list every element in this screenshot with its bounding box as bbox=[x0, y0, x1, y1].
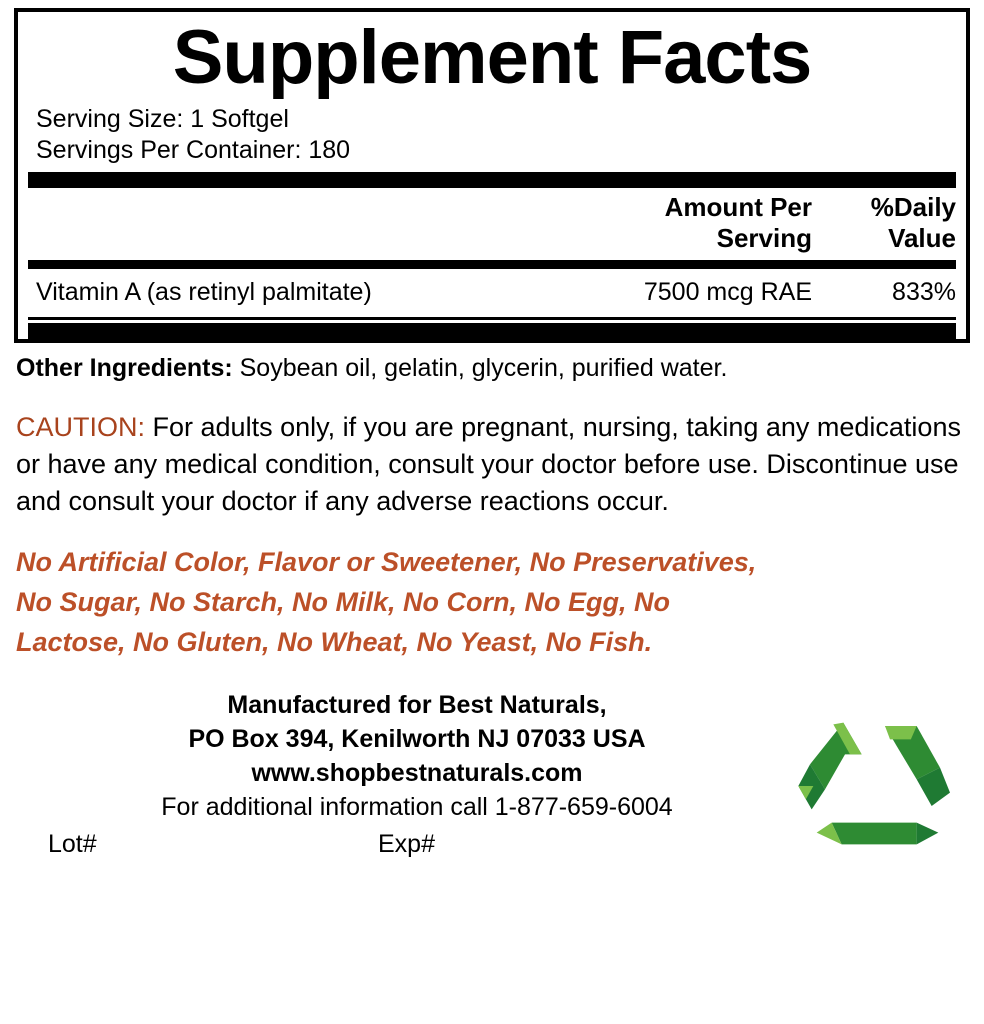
page-title: Supplement Facts bbox=[172, 15, 812, 100]
lot-label: Lot# bbox=[48, 830, 97, 858]
nutrient-daily-value: 833% bbox=[892, 278, 956, 306]
other-ingredients-label: Other Ingredients: bbox=[16, 354, 233, 382]
recycle-icon bbox=[790, 706, 960, 856]
column-header-dv-line2: Value bbox=[888, 223, 956, 253]
free-claims-line-2: No Sugar, No Starch, No Milk, No Corn, No Egg, No bbox=[16, 587, 671, 617]
serving-size: Serving Size: 1 Softgel bbox=[36, 105, 289, 133]
nutrient-amount: 7500 mcg RAE bbox=[643, 278, 812, 306]
column-header-dv-line1: %Daily bbox=[870, 192, 956, 222]
caution-label: CAUTION: bbox=[16, 412, 146, 442]
other-ingredients-text: Soybean oil, gelatin, glycerin, purified water. bbox=[232, 354, 728, 382]
manufactured-for: Manufactured for Best Naturals, bbox=[227, 691, 607, 719]
divider-thick-top bbox=[28, 172, 956, 188]
servings-per-container: Servings Per Container: 180 bbox=[36, 136, 351, 164]
footer bbox=[14, 688, 970, 878]
free-claims-line-1: No Artificial Color, Flavor or Sweetener, No Preservatives, bbox=[16, 547, 757, 577]
free-claims-line-3: Lactose, No Gluten, No Wheat, No Yeast, No Fish. bbox=[16, 627, 653, 657]
column-header-amount-line1: Amount Per bbox=[664, 192, 812, 222]
divider-below-header bbox=[28, 260, 956, 269]
nutrient-name: Vitamin A (as retinyl palmitate) bbox=[36, 278, 372, 306]
exp-label: Exp# bbox=[378, 830, 435, 858]
manufacturer-website[interactable]: www.shopbestnaturals.com bbox=[251, 759, 583, 787]
caution-text: For adults only, if you are pregnant, nursing, taking any medications or have any medical condition, consult your doctor before use. Discontinue use and consult your doctor if any adverse reactions occur. bbox=[16, 412, 961, 516]
caution-statement bbox=[14, 409, 970, 520]
table-header bbox=[28, 188, 956, 260]
manufacturer-phone: For additional information call 1-877-659-6004 bbox=[161, 793, 673, 821]
column-header-amount bbox=[562, 192, 826, 254]
column-header-amount-line2: Serving bbox=[716, 223, 812, 253]
divider-thin-bottom bbox=[28, 317, 956, 320]
divider-thick-bottom bbox=[28, 323, 956, 339]
other-ingredients bbox=[14, 353, 970, 383]
manufacturer-address: PO Box 394, Kenilworth NJ 07033 USA bbox=[188, 725, 646, 753]
free-from-claims bbox=[14, 542, 970, 662]
supplement-facts-panel bbox=[14, 8, 970, 343]
column-header-daily-value bbox=[826, 192, 956, 254]
table-row bbox=[28, 269, 956, 317]
